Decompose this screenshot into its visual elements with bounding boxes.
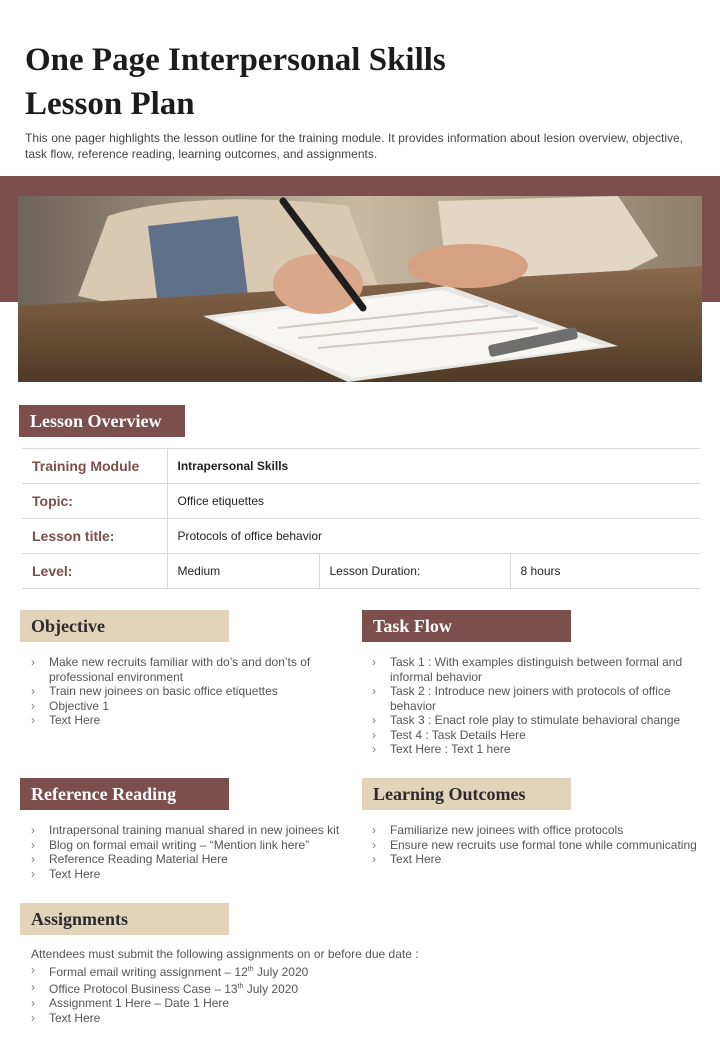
lesson-overview-heading: Lesson Overview xyxy=(19,405,185,437)
row-label: Lesson title: xyxy=(22,519,167,554)
list-item: › Make new recruits familiar with do’s and don’ts of professional environment xyxy=(30,655,330,684)
table-row xyxy=(22,449,700,484)
list-item: › Intrapersonal training manual shared in new joinees kit xyxy=(30,823,360,838)
duration-value: 8 hours xyxy=(510,554,700,589)
item-text: Formal email writing assignment – 12 xyxy=(49,965,248,979)
list-item: › Test 4 : Task Details Here xyxy=(371,728,696,743)
table-row xyxy=(22,519,700,554)
list-item: › Task 2 : Introduce new joiners with protocols of office behavior xyxy=(371,684,696,713)
row-label: Training Module xyxy=(22,449,167,484)
table-row xyxy=(22,484,700,519)
assignments-intro: Attendees must submit the following assignments on or before due date : xyxy=(31,947,419,961)
level-value: Medium xyxy=(167,554,319,589)
intro-text: This one pager highlights the lesson outline for the training module. It provides information about lesion overview, objective, task flow, reference reading, learning outcomes, and assignments. xyxy=(25,131,683,161)
list-item xyxy=(30,963,430,980)
assignments-heading: Assignments xyxy=(20,903,229,935)
list-item: › Task 1 : With examples distinguish between formal and informal behavior xyxy=(371,655,696,684)
list-item: › Task 3 : Enact role play to stimulate behavioral change xyxy=(371,713,696,728)
list-item: › Text Here xyxy=(371,852,716,867)
list-item: › Train new joinees on basic office etiquettes xyxy=(30,684,330,699)
assignments-list xyxy=(30,963,430,1025)
table-row xyxy=(22,554,700,589)
hero-photo-illustration xyxy=(18,196,702,382)
reference-reading-heading: Reference Reading xyxy=(20,778,229,810)
learning-outcomes-heading: Learning Outcomes xyxy=(362,778,571,810)
list-item: › Text Here xyxy=(30,1011,430,1026)
task-flow-heading: Task Flow xyxy=(362,610,571,642)
row-label: Topic: xyxy=(22,484,167,519)
item-tail: July 2020 xyxy=(243,981,299,996)
list-item: › Blog on formal email writing – “Mention link here” xyxy=(30,838,360,853)
objective-list xyxy=(30,655,330,728)
duration-label: Lesson Duration: xyxy=(319,554,510,589)
page-title-line1: One Page Interpersonal Skills xyxy=(25,42,446,78)
list-item: › Text Here : Text 1 here xyxy=(371,742,696,757)
list-item: › Text Here xyxy=(30,867,360,882)
row-value: Intrapersonal Skills xyxy=(167,449,700,484)
row-value: Protocols of office behavior xyxy=(167,519,700,554)
item-tail: July 2020 xyxy=(253,965,309,979)
item-sup: th xyxy=(247,966,254,973)
hero-photo xyxy=(18,196,702,382)
item-sup: th xyxy=(237,982,244,990)
list-item: › Reference Reading Material Here xyxy=(30,852,360,867)
list-item: › Familiarize new joinees with office protocols xyxy=(371,823,716,838)
list-item: › Ensure new recruits use formal tone while communicating xyxy=(371,838,716,853)
list-item xyxy=(30,980,430,997)
objective-heading: Objective xyxy=(20,610,229,642)
row-value: Office etiquettes xyxy=(167,484,700,519)
lesson-overview-table xyxy=(22,448,700,589)
list-item: › Assignment 1 Here – Date 1 Here xyxy=(30,996,430,1011)
item-text: Office Protocol Business Case – 13 xyxy=(49,981,238,996)
list-item: › Text Here xyxy=(30,713,330,728)
learning-outcomes-list xyxy=(371,823,716,867)
reference-reading-list xyxy=(30,823,360,881)
row-label: Level: xyxy=(22,554,167,589)
page-title-line2: Lesson Plan xyxy=(25,86,195,122)
task-flow-list xyxy=(371,655,696,757)
list-item: › Objective 1 xyxy=(30,699,330,714)
page-title xyxy=(25,38,625,126)
